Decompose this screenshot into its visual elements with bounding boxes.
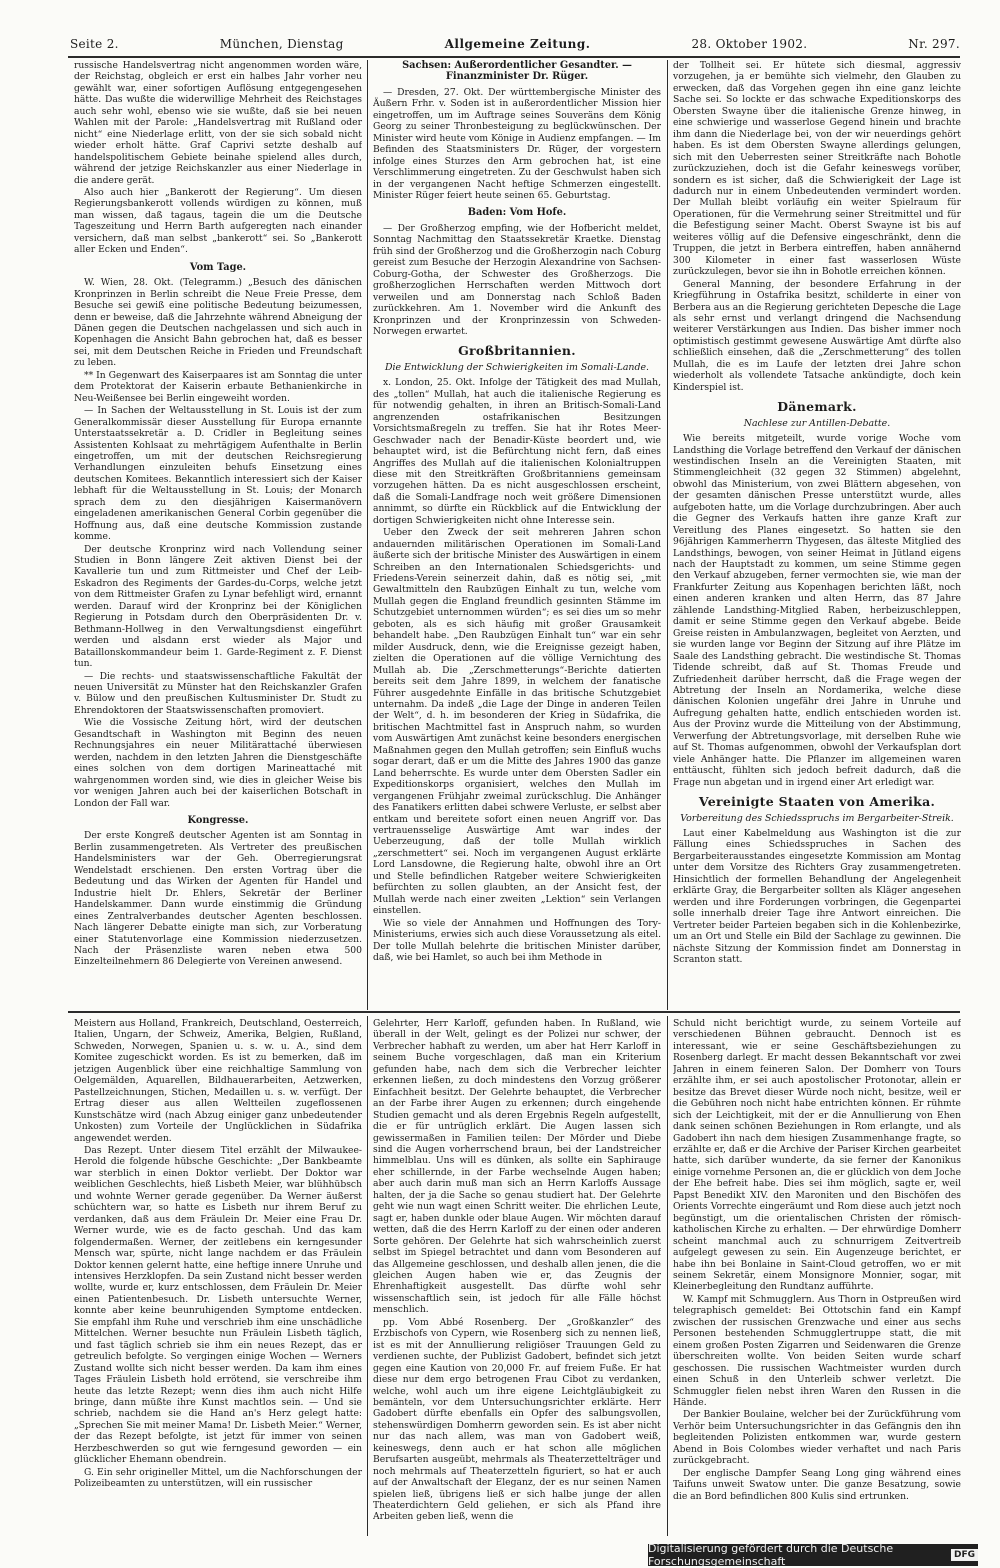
country-heading: Großbritannien. [458,343,576,359]
paragraph: pp. Vom Abbé Rosenberg. Der „Großkanzler“ des Erzbischofs von Cypern, wie Rosenberg sich zu nennen ließ, ist es mit der Annullierung religiöser Trauungen Geld zu verdienen suchte, der Publizist Gadobert, befindet sich jetzt gegen eine Kaution von 20,000 Fr. auf freiem Fuße. Er hat diese nur dem ergo betrogenen Frau Cibot zu verdanken, welche, wohl auch um ihre eigene Leichtgläubigkeit zu bemänteln, vor dem Untersuchungsrichter erklärte. Herr Gadobert dürfte ebenfalls ein Opfer des salbungsvollen, stehenswürdigen Domherrn geworden sein. Es ist aber nicht nur das nach allem, was man von Gadobert weiß, keineswegs, denn auch er hat schon alle möglichen Berufsarten ausgeübt, mehrmals als Theaterzettelträger und noch mehrmals auf Theaterzetteln figuriert, so hat er auch auf der Anwaltschaft der Eleganz, der es nur seinen Namen spielen ließ, übrigens ließ er sich halbe junge der allen Theaterdichtern Geld geliehen, er sich als Pfand ihre Arbeiten geben ließ, wenn die [373,1316,661,1523]
paragraph: Der Bankier Boulaine, welcher bei der Zurückführung vom Verhör beim Untersuchungsrichter in das Gefängnis den ihn begleitenden Polizisten entkommen war, wurde gestern Abend in Bois Colombes wieder verhaftet und nach Paris zurückgebracht. [673,1409,961,1467]
paragraph: Meistern aus Holland, Frankreich, Deutschland, Oesterreich, Italien, Ungarn, der Schweiz, Amerika, Belgien, Rußland, Schweden, Norwegen, Spanien u. s. w. u. A., sind dem Komitee zugeschickt worden. Es ist zu bemerken, daß im jetzigen Augenblick über eine reichhaltige Sammlung von Oelgemälden, Aquarellen, Bildhauerarbeiten, Aetzwerken, Pastellzeichnungen, Stichen, Medaillen u. s. w. verfügt. Der Ertrag dieser aus allen Weltteilen zugeflossenen Kunstschätze wird (nach Abzug einiger ganz unbedeutender Unkosten) zum Vorteile der Unglücklichen in Südafrika angewendet werden. [74,1018,362,1144]
issue-number: Nr. 297. [908,37,960,51]
paragraph: x. London, 25. Okt. Infolge der Tätigkeit des mad Mullah, des „tollen“ Mullah, hat auch die italienische Regierung es für notwendig gehalten, in ihren an Britisch-Somali-Land angrenzenden ostafrikanischen Besitzungen Vorsichtsmaßregeln zu treffen. Sie hat ihr Rotes Meer-Geschwader nach der Benadir-Küste beordert und, wie behauptet wird, ist die Befürchtung nicht fern, daß eines Angriffes des Mullah auf die italienischen Kolonialtruppen diese mit den Streitkräften Großbritanniens gemeinsam vorzugehen hätten. Da es nicht ausgeschlossen erscheint, daß die Somali-Landfrage noch weit größere Dimensionen annimmt, so dürfte ein Rückblick auf die Entwicklung der dortigen Schwierigkeiten nicht ohne Interesse sein. [373,377,661,526]
paragraph: Wie bereits mitgeteilt, wurde vorige Woche vom Landsthing die Vorlage betreffend den Verkauf der dänischen westindischen Inseln an die Vereinigten Staaten, mit Stimmengleichheit (32 gegen 32 Stimmen) abgelehnt, obwohl das Ministerium, von zwei Blättern abgesehen, von der gesamten dänischen Presse unterstützt wurde, alles aufgeboten hatte, um die Vorlage durchzubringen. Aber auch die Gegner des Verkaufs hatten ihre ganze Kraft zur Vereitlung des Planes eingesetzt. So hatten sie den 96jährigen Kammerherrn Thygesen, das älteste Mitglied des Landsthings, bewogen, von seiner Heimat in Jütland eigens nach der Hauptstadt zu kommen, um seine Stimme gegen den Verkauf abzugeben, ferner vermochten sie, wie man der Frankfurter Zeitung aus Kopenhagen berichten läßt, noch einen anderen kranken und alten Herrn, das 87 Jahre zählende Landsthing-Mitglied Raben, herbeizuschleppen, damit er seine Stimme gegen den Verkauf abgebe. Beide Greise reisten in Ambulanzwagen, begleitet von Aerzten, und sie wurden lange vor Beginn der Sitzung auf ihre Plätze im Saale des Landsthing gebracht. Die westindische St. Thomas Tidende schreibt, daß auf St. Thomas Freude und Zufriedenheit darüber herrscht, daß die Frage wegen der Abtretung der Inseln an Nordamerika, welche diese dänischen Kolonien ungefähr drei Jahre in Unruhe und Aufregung gehalten hatte, endlich entschieden worden ist. Aus der Provinz wurde die Mitteilung von der Abstimmung, Verwerfung der Abtretungsvorlage, mit derselben Ruhe wie auf St. Thomas aufgenommen, obwohl der Verkaufsplan dort viele Anhänger hatte. Die Pflanzer im allgemeinen waren enttäuscht, fühlten sich jedoch befreit dadurch, daß die Frage nun abgetan und in irgend einer Art erledigt war. [673,433,961,788]
masthead [70,34,960,54]
section-heading: Sachsen: Außerordentlicher Gesandter. — Finanzminister Dr. Rüger. [402,60,632,83]
place-day: München, Dienstag [219,37,344,51]
paragraph: Also auch hier „Bankerott der Regierung“. Um diesen Regierungsbankerott vollends würdigen zu können, muß man wissen, daß tagaus, tagein die um die Deutsche Tageszeitung und Herrn Barth aufgeregten nach einander versichern, daß man selbst „bankerott“ sei. So „Bankerott aller Ecken und Enden“. [74,186,362,256]
column-rule [667,60,668,1010]
paragraph: Der deutsche Kronprinz wird nach Vollendung seiner Studien in Bonn längere Zeit aktiven Dienst bei der Kavallerie tun und zum Rittmeister und Chef der Leib-Eskadron des Regiments der Gardes-du-Corps, welche jetzt von dem Rittmeister Grafen zu Lynar befehligt wird, ernannt werden. Darauf wird der Kronprinz bei der Königlichen Regierung in Potsdam durch den Oberpräsidenten Dr. v. Bethmann-Hollweg in den Verwaltungsdienst eingeführt werden und alsdann erst wieder als Major und Bataillonskommandeur beim 1. Garde-Regiment z. F. Dienst tun. [74,543,362,670]
paragraph: — Dresden, 27. Okt. Der württembergische Minister des Äußern Frhr. v. Soden ist in außerordentlicher Mission hier eingetroffen, um im Auftrage seines Souveräns dem König Georg zu seiner Thronbesteigung zu beglückwünschen. Der Minister wird heute vom Könige in Audienz empfangen. — Im Befinden des Staatsministers Dr. Rüger, der vorgestern infolge eines Sturzes den Arm gebrochen hat, ist eine Verschlimmerung eingetreten. Zu der Geschwulst haben sich in der vergangenen Nacht heftige Schmerzen eingestellt. Minister Rüger feiert heute seinen 65. Geburtstag. [373,86,661,201]
paragraph: — Der Großherzog empfing, wie der Hofbericht meldet, Sonntag Nachmittag den Staatssekretär Kraetke. Dienstag früh sind der Großherzog und die Großherzogin nach Coburg gereist zum Besuche der Herzogin Alexandrine von Sachsen-Coburg-Gotha, der Schwester des Großherzogs. Die großherzoglichen Herrschaften werden Mittwoch dort verweilen und am Donnerstag nach Schloß Baden zurückkehren. Am 1. November wird die Ankunft des Kronprinzen und der Kronprinzessin von Schweden-Norwegen erwartet. [373,222,661,337]
issue-date: 28. Oktober 1902. [691,37,808,51]
paragraph: Wie so viele der Annahmen und Hoffnungen des Tory-Ministeriums, erwies sich auch diese Voraussetzung als eitel. Der tolle Mullah belehrte die britischen Minister darüber, daß, wie bei Hamlet, so auch bei ihm Methode in [373,917,661,963]
paragraph: — Die rechts- und staatswissenschaftliche Fakultät der neuen Universität zu Münster hat den Reichskanzler Grafen v. Bülow und den preußischen Kultusminister Dr. Studt zu Ehrendoktoren der Staatswissenschaften promoviert. [74,670,362,716]
article-subheading: Vorbereitung des Schiedsspruchs im Bergarbeiter-Streik. [680,812,954,824]
paragraph: ** In Gegenwart des Kaiserpaares ist am Sonntag die unter dem Protektorat der Kaiserin erbaute Bethanienkirche in Neu-Weißensee bei Berlin eingeweiht worden. [74,369,362,404]
paragraph: — In Sachen der Weltausstellung in St. Louis ist der zum Generalkommissär dieser Ausstellung für Europa ernannte Unterstaatssekretär a. D. Cridler in Begleitung seines Assistenten Kohlsaat zu mehrtägigem Aufenthalte in Berlin eingetroffen, um mit der deutschen Reichsregierung Verhandlungen einzuleiten behufs Einsetzung eines deutschen Komitees. Bekanntlich interessiert sich der Kaiser lebhaft für die Weltausstellung in St. Louis; der Monarch sprach dem zu den diesjährigen Kaisermanövern eingeladenen amerikanischen General Corbin gegenüber die Hoffnung aus, daß eine deutsche Kommission zustande komme. [74,405,362,543]
paragraph: russische Handelsvertrag nicht angenommen worden wäre, der Reichstag, obgleich er erst ein halbes Jahr vorher neu gewählt war, einer sofortigen Auflösung entgegengesehen hätte. Das wußte die widerwillige Mehrheit des Reichstages auch sehr wohl, ebenso wie sie wußte, daß sie bei neuen Wahlen mit der Parole: „Handelsvertrag mit Rußland oder nicht“ eine Niederlage erlitt, von der sie sich sobald nicht wieder erholt hätte. Graf Caprivi setzte deshalb auf handelspolitischem Gebiete beinahe spielend alles durch, während der jetzige Reichskanzler aus einer Niederlage in die andere gerät. [74,60,362,186]
masthead-rule [68,56,960,58]
article-column-2 [373,60,661,1008]
paragraph: Der erste Kongreß deutscher Agenten ist am Sonntag in Berlin zusammengetreten. Als Vertreter des preußischen Handelsministers war der Geh. Oberregierungsrat Wendelstadt erschienen. Den ersten Vortrag über die Bedeutung und das Wirken der Agenten für Handel und Industrie hielt Dr. Ehlers, Sekretär der Berliner Handelskammer. Dann wurde einstimmig die Gründung eines Zentralverbandes deutscher Agenten beschlossen. Nach längerer Debatte einigte man sich, zur Vorberatung einer Statutenvorlage eine Kommission niederzusetzen. Nach der Präsenzliste waren neben etwa 500 Einzelteilnehmern 86 Delegierte von Vereinen anwesend. [74,830,362,968]
dfg-logo: DFG [951,1549,978,1561]
section-heading: Kongresse. [187,815,249,826]
paragraph: Laut einer Kabelmeldung aus Washington ist die zur Fällung eines Schiedsspruches in Sachen des Bergarbeiterausstandes eingesetzte Kommission am Montag unter dem Vorsitze des Richters Gray zusammengetreten. Hinsichtlich der formellen Behandlung der Angelegenheit erklärte Gray, die Bergarbeiter sollten als Kläger angesehen werden und ihre Forderungen vorbringen, die Gegenpartei solle innerhalb dreier Tage ihre Antwort einreichen. Die Vertreter beider Parteien begaben sich in die Kohlenbezirke, um an Ort und Stelle ein Bild der Sachlage zu gewinnen. Die nächste Sitzung der Kommission findet am Donnerstag in Scranton statt. [673,828,961,965]
article-column-3 [673,60,961,1008]
feuilleton-column-1 [74,1018,362,1534]
section-divider [68,1011,960,1013]
column-rule [367,60,368,1010]
article-subheading: Die Entwicklung der Schwierigkeiten im Somali-Lande. [385,361,649,373]
article-column-1 [74,60,362,1008]
paragraph: Wie die Vossische Zeitung hört, wird der deutschen Gesandtschaft in Washington mit Beginn des neuen Rechnungsjahres ein neuer Militärattaché überwiesen werden, nachdem in den letzten Jahren die Dienstgeschäfte eines solchen von dem dortigen Marineattaché mit wahrgenommen worden sind, wie dies in gleicher Weise bis vor wenigen Jahren auch bei der kaiserlichen Botschaft in London der Fall war. [74,717,362,809]
paragraph: Ueber den Zweck der seit mehreren Jahren schon andauernden militärischen Operationen im Somali-Land äußerte sich der britische Minister des Auswärtigen in einem Schreiben an den Internationalen Schiedsgerichts- und Friedens-Verein seinerzeit dahin, daß es nötig sei, „mit Gewaltmitteln den Raubzügen Einhalt zu tun, welche vom Mullah gegen die England freundlich gesinnten Stämme im Schutzgebiet unternommen würden“; es sei dies um so mehr geboten, als es sich häufig mit großer Grausamkeit behandelt habe. „Den Raubzügen Einhalt tun“ war ein sehr milder Ausdruck, denn, wie die Ereignisse gezeigt haben, zielten die Operationen auf die völlige Vernichtung des Mullah ab. Die „Zerschmetterungs“-Berichte datierten bereits seit dem Jahre 1899, in welchem der fanatische Führer ausgedehnte Einfälle in das britische Schutzgebiet unternahm. Da indeß „die Lage der Dinge in anderen Teilen der Welt“, d. h. im besonderen der Krieg in Südafrika, die britischen Machtmittel fast in Anspruch nahm, so wurden vom Auswärtigen Amt zunächst keine besonders energischen Maßnahmen gegen den Mullah getroffen; sein Einfluß wuchs sogar derart, daß er um die Mitte des Jahres 1900 das ganze Land beherrschte. Es wurde unter dem Obersten Sadler ein Expeditionskorps organisiert, welches den Mullah im vergangenen Frühjahr zweimal zurückschlug. Die Anhänger des Fanatikers erlitten dabei schwere Verluste, er selbst aber entkam und bereitete sofort einen neuen Angriff vor. Das vertrauensselige Auswärtige Amt war indes der Ueberzeugung, daß der tolle Mullah wirklich „zerschmettert“ sei. Noch im vergangenen August erklärte Lord Lansdowne, die Regierung halte, obwohl ihre an Ort und Stelle befindlichen Ratgeber weitere Schwierigkeiten befürchten zu sollen glaubten, an der Ansicht fest, der Mullah werde nach einer zweiten „Lektion“ sein Verlangen einstellen. [373,527,661,917]
paragraph: Gelehrter, Herr Karloff, gefunden haben. In Rußland, wie überall in der Welt, gelingt es der Polizei nur schwer, der Verbrecher habhaft zu werden, um aber hat Herr Karloff in seinem Buche vorgeschlagen, daß man ein Kriterium gefunden habe, nach dem sich die Verbrecher leichter erkennen ließen, zu doch mindestens den Vorzug größerer Einfachheit besitzt. Der Gelehrte behauptet, die Verbrecher an der Farbe ihrer Augen zu erkennen; durch eingehende Studien gemacht und als deren Ergebnis Regeln aufgestellt, die er für untrüglich erklärt. Die Augen lassen sich gewissermaßen in Familien teilen: Der Mörder und Diebe sind die Augen vorherrschend braun, bei der Landstreicher himmelblau. Uns will es dünken, als sollte ein Saphirauge eher schillernde, in der Farbe wechselnde Augen haben; aber auch darin muß man sich an Herrn Karloffs Aussage halten, der ja die Sache so genau studiert hat. Der Gelehrte geht wie nun wagt einen Schritt weiter. Die ehrlichen Leute, sagt er, haben dunkle oder blaue Augen. Wir möchten darauf wetten, daß die des Herrn Karloff zu der einen oder anderen Sorte gehören. Der Gelehrte hat sich wahrscheinlich zuerst selbst im Spiegel betrachtet und dann vom Besonderen auf das Allgemeine geschlossen, und deshalb allen jenen, die die gleichen Augen haben wie er, das Zeugnis der Ehrenhaftigkeit ausgestellt. Das dürfte wohl sehr wissenschaftlich sein, ist jedoch für alle Fälle höchst menschlich. [373,1018,661,1316]
paragraph: General Manning, der besondere Erfahrung in der Kriegführung in Ostafrika besitzt, schilderte in einer von Berbera aus an die Regierung gerichteten Depesche die Lage als sehr ernst und verlangt dringend die Nachsendung weiterer Verstärkungen aus Indien. Das bisher immer noch optimistisch gestimmt gewesene Auswärtige Amt dürfte also schließlich einsehen, daß die „Zerschmetterung“ des tollen Mullah, die es im Laufe der letzten drei Jahre schon wiederholt als vollendete Tatsache ankündigte, doch kein Kinderspiel ist. [673,278,961,393]
paragraph: Schuld nicht berichtigt wurde, zu seinem Vorteile auf verschiedenen Bühnen gebraucht. Dennoch ist es interessant, wie er seine Geschäftsbeziehungen zu Rosenberg darlegt. Er macht dessen Bekanntschaft vor zwei Jahren in einem feineren Salon. Der Domherr von Tours erzählte ihm, er sei auch apostolischer Protonotar, allein er besitze das Brevet dieser Würde noch nicht, besitze, weil er die Gebühren noch nicht habe entrichten können. Er rühmte sich der Leichtigkeit, mit der er die Annullierung von Ehen dank seinen schönen Beziehungen in Rom erlangte, und als Gadobert ihn nach dem hiesigen Zusammenhange fragte, so erzählte er, daß er die Archive der Pariser Kirchen gearbeitet hatte, sich darüber wunderte, da sie ferner der Kanonikus einige vornehme Personen an, die er glücklich von dem Joche der Ehe befreit habe. Dies sei ihm möglich, sagte er, weil Papst Benedikt XIV. den Maroniten und den Bischöfen des Orients Vorrechte eingeräumt und Rom diese auch jetzt noch begünstigt, um die orientalischen Christen der römisch-katholischen Kirche zu erhalten. — Der ehrwürdige Domherr scheint manchmal auch zu schnurrigem Zeitvertreib aufgelegt gewesen zu sein. Ein Augenzeuge berichtet, er habe ihn bei Bonlaine in Saint-Cloud getroffen, wo er mit seinem Sekretär, einem Monsignore Monnier, sogar, mit Kleinerbegleitung den Rundtanz aufführte. [673,1018,961,1293]
section-heading: Vom Tage. [189,261,247,273]
paragraph: Der englische Dampfer Seang Long ging während eines Taifuns unweit Swatow unter. Die ganze Besatzung, sowie die an Bord befindlichen 800 Kulis sind ertrunken. [673,1467,961,1502]
paragraph: der Tollheit sei. Er hütete sich diesmal, aggressiv vorzugehen, ja er bemühte sich vielmehr, den Glauben zu erwecken, daß das Vorgehen gegen ihn eine ganz leichte Sache sei. So lockte er das schwache Expeditionskorps des Obersten Swayne über die italienische Grenze hinweg, in eine schwierige und wasserlose Gegend hinein und brachte ihm dann die Niederlage bei, von der wir neuerdings gehört haben. Es ist dem Obersten Swayne allerdings gelungen, sich mit den Ueberresten seiner Streitkräfte nach Bohotle zurückzuziehen, doch ist die Gefahr keineswegs vorüber, sondern es ist sicher, daß die Schwierigkeit der Lage ist dadurch nur in einem Unbedeutenden vermindert worden. Der Mullah bleibt vorläufig ein weiter Spielraum für Operationen, für die Vermehrung seiner Streitmittel und für die Befestigung seiner Macht. Oberst Swayne ist bis auf weiteres völlig auf die Defensive eingeschränkt, denn die Truppen, die jetzt in Berbera eintreffen, haben annähernd 300 Kilometer in einer fast wasserlosen Wüste zurückzulegen, bevor sie ihn in Bohotle erreichen können. [673,60,961,278]
paragraph: Das Rezept. Unter diesem Titel erzählt der Milwaukee-Herold die folgende hübsche Geschichte: „Der Bankbeamte war sterblich in einen Doktor verliebt. Der Doktor war weiblichen Geschlechts, hieß Lisbeth Meier, war blühhübsch und wohnte Werner gerade gegenüber. Da Werner äußerst schüchtern war, so hatte es Lisbeth nur ihrem Beruf zu verdanken, daß aus dem Fräulein Dr. Meier eine Frau Dr. Werner wurde, wie es de facto geschah. Und das kam folgendermaßen. Werner, der zeitlebens ein kerngesunder Mensch war, spürte, nicht lange nachdem er das Fräulein Doktor kennen gelernt hatte, eine heftige innere Unruhe und intensives Herzklopfen. Da sein Zustand nicht besser werden wollte, wurde er, kurz entschlossen, dem Fräulein Dr. Meier einen Patientenbesuch. Dr. Lisbeth untersuchte Werner, konnte aber keine beunruhigenden Symptome entdecken. Sie empfahl ihm Ruhe und verschrieb ihm eine unschädliche Mittelchen. Werner besuchte nun Fräulein Lisbeth täglich, und fast täglich schrieb sie ihm ein neues Rezept, das er getreulich befolgte. So vergingen einige Wochen — Werners Zustand wollte sich nicht besser werden. Da kam ihm eines Tages Fräulein Lisbeth hold errötend, sie verschreibe ihm heute das letzte Rezept; wenn dies ihm auch nicht Hilfe bringe, dann müßte ihre Kunst machtlos sein. — Und sie schrieb, nachdem sie die Hand an's Herz gelegt hatte: „Sprechen Sie mit meiner Mama! Dr. Lisbeth Meier.“ Werner, der das Rezept befolgte, ist jetzt für immer von seinen Herzbeschwerden so gut wie ferngesund geworden — ein glücklicher Ehemann obendrein. [74,1144,362,1466]
paragraph: G. Ein sehr origineller Mittel, um die Nachforschungen der Polizeibeamten zu unterstützen, will ein russischer [74,1466,362,1490]
column-rule [667,1016,668,1536]
digitization-credit: Digitalisierung gefördert durch die Deutsche Forschungsgemeinschaft [648,1542,894,1568]
article-subheading: Nachlese zur Antillen-Debatte. [743,417,891,429]
paragraph: W. Wien, 28. Okt. (Telegramm.) „Besuch des dänischen Kronprinzen in Berlin schreibt die Neue Freie Presse, dem Besuche sei gewiß eine politische Bedeutung beizumessen, denn er beweise, daß die Jahrzehnte während Abneigung der Dänen gegen die Deutschen nachgelassen und sich auch in Kopenhagen die Ansicht Bahn gebrochen hat, daß es besser sei, mit dem Deutschen Reiche in Frieden und Freundschaft zu leben. [74,277,362,369]
paragraph: W. Kampf mit Schmugglern. Aus Thorn in Ostpreußen wird telegraphisch gemeldet: Bei Ottotschin fand ein Kampf zwischen der russischen Grenzwache und einer aus sechs Personen bestehenden Schmugglertruppe statt, die mit einem großen Posten Zigarren und Seidenwaren die Grenze überschreiten wollte. Von beiden Seiten wurde scharf geschossen. Die russischen Wachtmeister wurden durch einen Schuß in den Unterleib schwer verletzt. Die Schmuggler fielen nebst ihren Waren den Russen in die Hände. [673,1293,961,1408]
country-heading: Vereinigte Staaten von Amerika. [698,794,936,810]
digitization-banner [648,1544,978,1566]
newspaper-title: Allgemeine Zeitung. [444,37,591,51]
country-heading: Dänemark. [777,399,857,415]
feuilleton-column-2 [373,1018,661,1534]
feuilleton-column-3 [673,1018,961,1538]
section-heading: Baden: Vom Hofe. [467,207,567,219]
page-number: Seite 2. [70,37,119,51]
column-rule [367,1016,368,1536]
